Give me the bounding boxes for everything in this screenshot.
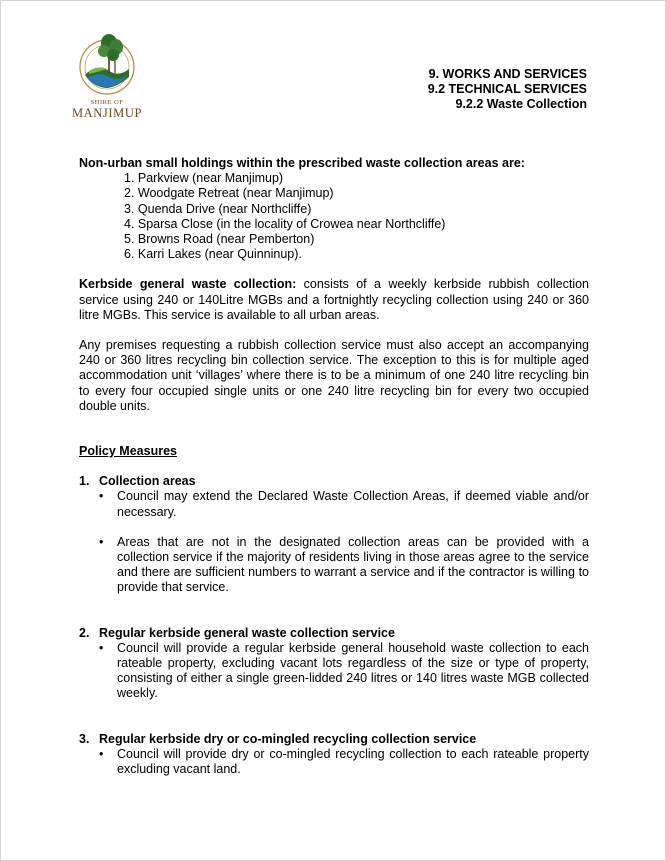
section-title-text: Collection areas xyxy=(99,474,196,489)
kerbside-text: consists of a weekly kerbside rubbish collection service using 240 or 140Litre MGBs and a fortnightly recycling collection using 240 or 360 litre MGBs. This service is available to all urban areas. xyxy=(79,277,589,322)
policy-measures-heading: Policy Measures xyxy=(79,444,177,459)
bullet-item: • Council will provide a regular kerbside general household waste collection to each rateable property, excluding vacant lots regardless of the size or type of property, consisting of either a single green-lidded 240 litres or 140 litres waste MGB collected weekly. xyxy=(117,641,589,702)
document-body xyxy=(79,156,589,777)
shire-logo xyxy=(67,25,147,121)
logo-line-manjimup: MANJIMUP xyxy=(71,106,143,120)
section-title-text: Regular kerbside general waste collection service xyxy=(99,625,395,640)
list-item: 5. Browns Road (near Pemberton) xyxy=(124,232,315,247)
header-line-2: 9.2 TECHNICAL SERVICES xyxy=(427,82,587,96)
section-number: 2. xyxy=(79,625,90,640)
bullet-item: • Council may extend the Declared Waste Collection Areas, if deemed viable and/or necessary. xyxy=(117,489,589,519)
list-item: 1. Parkview (near Manjimup) xyxy=(124,171,284,186)
header-line-3: 9.2.2 Waste Collection xyxy=(455,97,587,111)
premises-paragraph: Any premises requesting a rubbish collection service must also accept an accompanying 240 or 360 litres recycling bin collection service. The exception to this is for multiple aged accommodation unit ‘villages’ where there is to be a minimum of one 240 litre recycling bin to every four occupied single units or one 240 litre recycling bin for every two occupied double units. xyxy=(79,338,589,413)
list-item: 6. Karri Lakes (near Quinninup). xyxy=(124,247,302,262)
section-2-bullets xyxy=(79,641,589,702)
bullet-item: • Areas that are not in the designated collection areas can be provided with a collection service if the majority of residents living in those areas agree to the service and there are sufficient numbers to warrant a service and if the contractor is willing to provide that service. xyxy=(117,535,589,596)
logo-line-shire-of: SHIRE OF xyxy=(90,99,124,106)
list-item: 3. Quenda Drive (near Northcliffe) xyxy=(124,201,312,216)
shire-emblem-icon xyxy=(67,25,147,99)
list-item: 4. Sparsa Close (in the locality of Crowea near Northcliffe) xyxy=(124,216,446,231)
section-1-title xyxy=(79,474,589,489)
section-1-bullets xyxy=(79,489,589,519)
places-list xyxy=(79,171,589,262)
section-title-text: Regular kerbside dry or co-mingled recycling collection service xyxy=(99,731,477,746)
intro-heading: Non-urban small holdings within the prescribed waste collection areas are: xyxy=(79,156,525,170)
section-1-bullets-2 xyxy=(79,535,589,596)
section-3-title xyxy=(79,732,589,747)
section-number: 3. xyxy=(79,731,90,746)
kerbside-label: Kerbside general waste collection: xyxy=(79,277,297,292)
header-line-1: 9. WORKS AND SERVICES xyxy=(428,67,587,81)
kerbside-paragraph xyxy=(79,277,589,323)
section-header xyxy=(428,67,587,112)
section-number: 1. xyxy=(79,474,90,489)
section-2-title xyxy=(79,626,589,641)
bullet-item: • Council will provide dry or co-mingled recycling collection to each rateable property excluding vacant land. xyxy=(117,747,589,777)
list-item: 2. Woodgate Retreat (near Manjimup) xyxy=(124,186,334,201)
section-3-bullets xyxy=(79,747,589,777)
